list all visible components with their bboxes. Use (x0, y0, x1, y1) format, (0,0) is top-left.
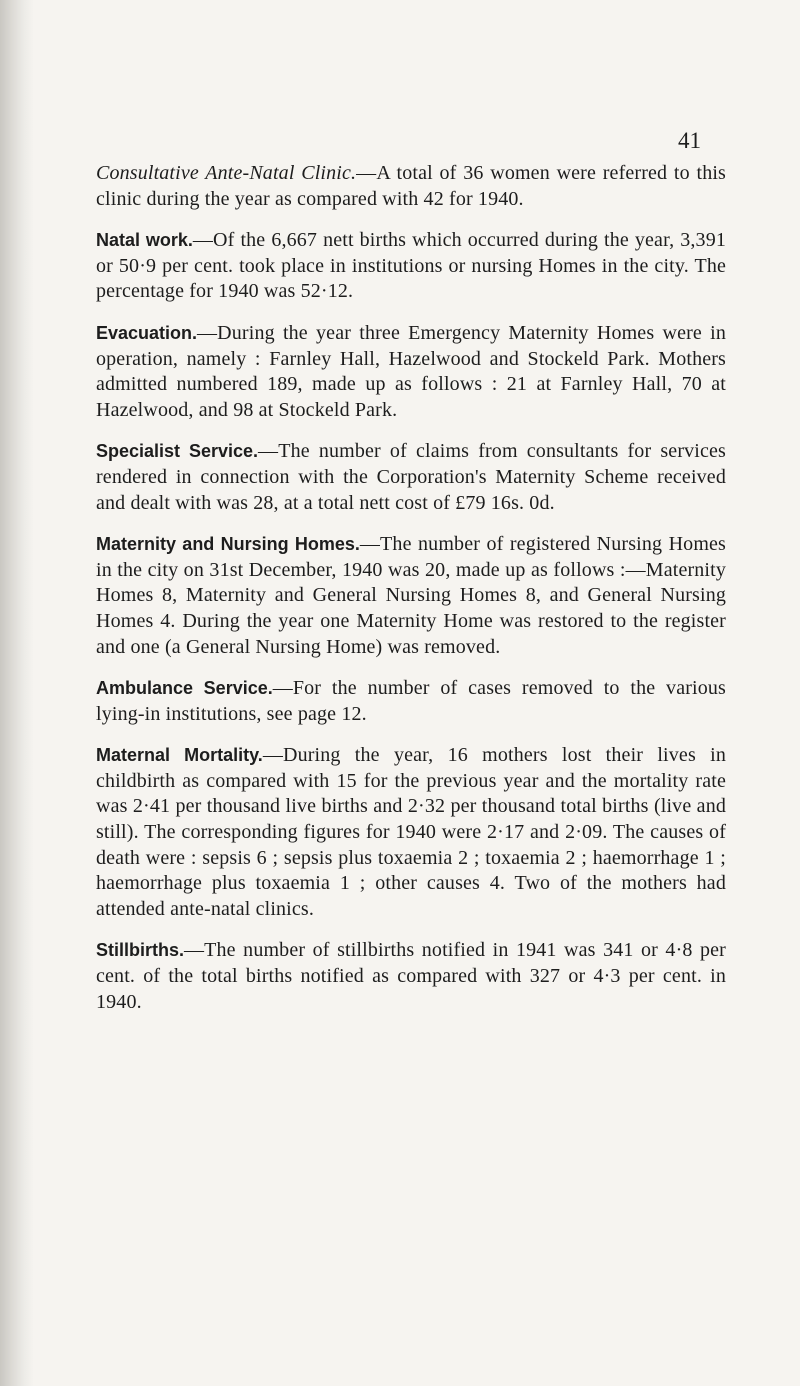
paragraph-stillbirths (96, 938, 726, 1015)
paragraph-heading: Specialist Service. (96, 441, 259, 462)
paragraph-heading: Consultative Ante-Natal Clinic. (96, 162, 357, 184)
page-edge-shadow (0, 0, 34, 1386)
document-body (96, 161, 726, 1031)
paragraph-heading: Ambulance Service. (96, 678, 273, 699)
paragraph-heading: Natal work. (96, 230, 193, 251)
paragraph-heading: Stillbirths. (96, 940, 185, 961)
paragraph-natal-work (96, 228, 726, 305)
paragraph-maternal-mortality (96, 743, 726, 922)
paragraph-evacuation (96, 321, 726, 423)
paragraph-text: —Of the 6,667 nett births which occurred during the year, 3,391 or 50·9 per cent. took place in institutions or nursing Homes in the city. The percentage for 1940 was 52·12. (96, 229, 726, 303)
paragraph-heading: Maternity and Nursing Homes. (96, 534, 360, 555)
paragraph-text: —During the year three Emergency Maternity Homes were in operation, namely : Farnley Hall, Hazelwood and Stockeld Park. Mothers admitted numbered 189, made up as follows : 21 at Farnley Hall, 70 at Hazelwood, and 98 at Stockeld Park. (96, 321, 726, 421)
paragraph-heading: Evacuation. (96, 322, 198, 343)
paragraph-specialist-service (96, 439, 726, 516)
paragraph-heading: Maternal Mortality. (96, 745, 263, 766)
paragraph-text: —The number of registered Nursing Homes in the city on 31st December, 1940 was 20, made up as follows :—Maternity Homes 8, Maternity and General Nursing Homes 8, and General Nursing Homes 4. During the year one Maternity Home was restored to the register and one (a General Nursing Home) was removed. (96, 533, 726, 658)
paragraph-ambulance-service (96, 676, 726, 727)
paragraph-maternity-and-nursing-homes (96, 532, 726, 660)
paragraph-text: —For the number of cases removed to the various lying-in institutions, see page 12. (96, 677, 726, 725)
paragraph-text: —The number of stillbirths notified in 1941 was 341 or 4·8 per cent. of the total births notified as compared with 327 or 4·3 per cent. in 1940. (96, 939, 726, 1013)
page-number: 41 (678, 128, 701, 153)
paragraph-text: —The number of claims from consultants for services rendered in connection with the Corporation's Maternity Scheme received and dealt with was 28, at a total nett cost of £79 16s. 0d. (96, 440, 726, 514)
paragraph-consultative-ante-natal-clinic (96, 161, 726, 212)
paragraph-text: —A total of 36 women were referred to this clinic during the year as compared with 42 for 1940. (96, 162, 726, 210)
paragraph-text: —During the year, 16 mothers lost their lives in childbirth as compared with 15 for the previous year and the mortality rate was 2·41 per thousand live births and 2·32 per thousand total births (live and still). The corresponding figures for 1940 were 2·17 and 2·09. The causes of death were : sepsis 6 ; sepsis plus toxaemia 2 ; toxaemia 2 ; haemorrhage 1 ; haemorrhage plus toxaemia 1 ; other causes 4. Two of the mothers had attended ante-natal clinics. (96, 744, 727, 920)
